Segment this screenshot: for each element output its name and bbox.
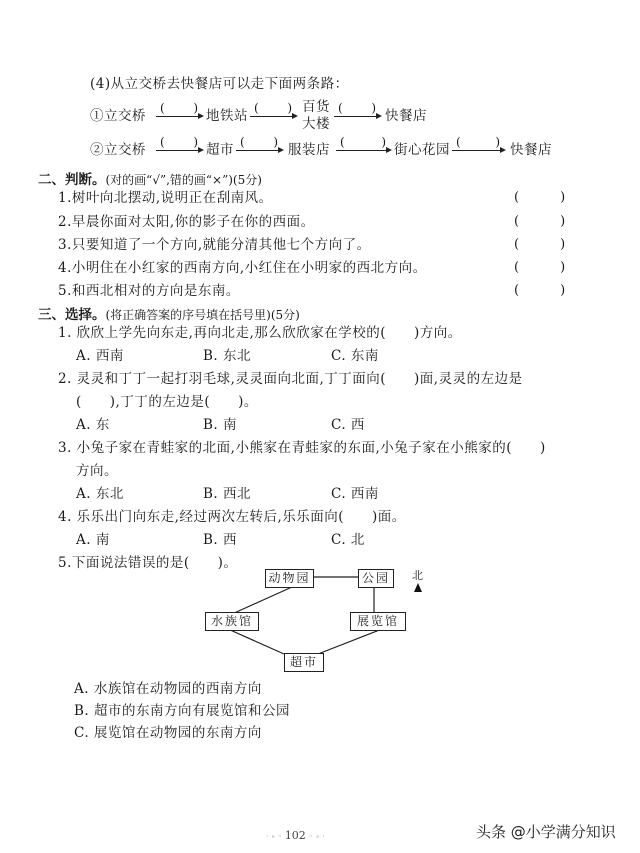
choice-q1-option-c[interactable]: C. 东南 [331,348,379,364]
judge-item-5: 5.和西北相对的方向是东南。 [58,283,240,299]
north-arrow-icon [414,583,422,592]
route2-start: ②立交桥 [90,142,146,158]
judge-answer-2[interactable]: ( ) [514,214,566,229]
route1-stop-dept-store-line2: 大楼 [302,116,330,132]
choice-q3-line1: 3. 小兔子家在青蛙家的北面,小熊家在青蛙家的东面,小兔子家在小熊家的( ) [58,440,546,456]
choice-q1-option-b[interactable]: B. 东北 [203,348,252,364]
route1-stop-subway: 地铁站 [206,108,248,124]
choice-q5-option-b[interactable]: B. 超市的东南方向有展览馆和公园 [74,703,291,719]
route2-stop-garden: 街心花园 [394,142,450,158]
choice-q5-option-a[interactable]: A. 水族馆在动物园的西南方向 [74,681,262,697]
section2-instruction: (对的画“√”,错的画“×”)(5分) [105,173,262,187]
route2-stop-fastfood: 快餐店 [510,142,552,158]
judge-answer-3[interactable]: ( ) [514,237,566,252]
answer-blank[interactable]: ( ) [160,135,198,149]
map-node-aquarium: 水族馆 [205,612,259,631]
choice-q4: 4. 乐乐出门向东走,经过两次左转后,乐乐面向( )面。 [58,509,406,525]
choice-q1: 1. 欣欣上学先向东走,再向北走,那么欣欣家在学校的( )方向。 [58,325,462,341]
route-question-title: (4)从立交桥去快餐店可以走下面两条路： [90,76,349,92]
page-number: · ∘ ◦ 102 ◦ ∘ · [266,829,325,842]
judge-item-3: 3.只要知道了一个方向,就能分清其他七个方向了。 [58,237,371,253]
page-number-ornament-right: ◦ ∘ · [305,832,325,841]
answer-blank[interactable]: ( ) [340,135,386,149]
judge-item-4: 4.小明住在小红家的西南方向,小红住在小明家的西北方向。 [58,260,427,276]
choice-q2-line1: 2. 灵灵和丁丁一起打羽毛球,灵灵面向北面,丁丁面向( )面,灵灵的左边是 [58,371,523,387]
choice-q4-option-c[interactable]: C. 北 [331,532,365,548]
section3-instruction: (将正确答案的序号填在括号里)(5分) [105,308,300,322]
judge-answer-5[interactable]: ( ) [514,283,566,298]
route1-stop-fastfood: 快餐店 [385,108,427,124]
route2-stop-supermarket: 超市 [206,142,234,158]
map-node-exhibition-hall: 展览馆 [350,612,406,631]
section3-heading: 三、选择。(将正确答案的序号填在括号里)(5分) [38,307,300,323]
north-label: 北 [412,569,423,582]
choice-q3-option-a[interactable]: A. 东北 [76,486,124,502]
choice-q3-line2: 方向。 [76,463,118,479]
judge-answer-4[interactable]: ( ) [514,260,566,275]
choice-q2-option-a[interactable]: A. 东 [76,417,110,433]
judge-item-2: 2.早晨你面对太阳,你的影子在你的西面。 [58,214,315,230]
choice-q2-line2: ( ),丁丁的左边是( )。 [76,394,258,410]
route2-stop-clothing: 服装店 [288,142,330,158]
choice-q2-option-b[interactable]: B. 南 [203,417,238,433]
route1-stop-dept-store-line1: 百货 [302,99,330,115]
watermark: 头条 @小学满分知识 [476,823,616,841]
judge-item-1: 1.树叶向北摆动,说明正在刮南风。 [58,190,273,206]
map-node-zoo: 动物园 [265,569,314,588]
choice-q5-option-c[interactable]: C. 展览馆在动物园的东南方向 [74,725,262,741]
choice-q1-option-a[interactable]: A. 西南 [76,348,124,364]
answer-blank[interactable]: ( ) [338,101,376,115]
choice-q3-option-b[interactable]: B. 西北 [203,486,252,502]
route1-start: ①立交桥 [90,108,146,124]
page-number-ornament-left: · ∘ ◦ [266,832,285,841]
map-node-park: 公园 [358,569,394,588]
map-node-supermarket: 超市 [284,653,324,672]
choice-q3-option-c[interactable]: C. 西南 [331,486,379,502]
section2-heading: 二、判断。(对的画“√”,错的画“×”)(5分) [38,172,262,188]
answer-blank[interactable]: ( ) [456,135,500,149]
answer-blank[interactable]: ( ) [240,135,278,149]
choice-q4-option-b[interactable]: B. 西 [203,532,238,548]
choice-q5: 5.下面说法错误的是( )。 [58,555,238,571]
judge-answer-1[interactable]: ( ) [514,190,566,205]
choice-q4-option-a[interactable]: A. 南 [76,532,110,548]
choice-q2-option-c[interactable]: C. 西 [331,417,365,433]
answer-blank[interactable]: ( ) [160,101,198,115]
answer-blank[interactable]: ( ) [254,101,292,115]
